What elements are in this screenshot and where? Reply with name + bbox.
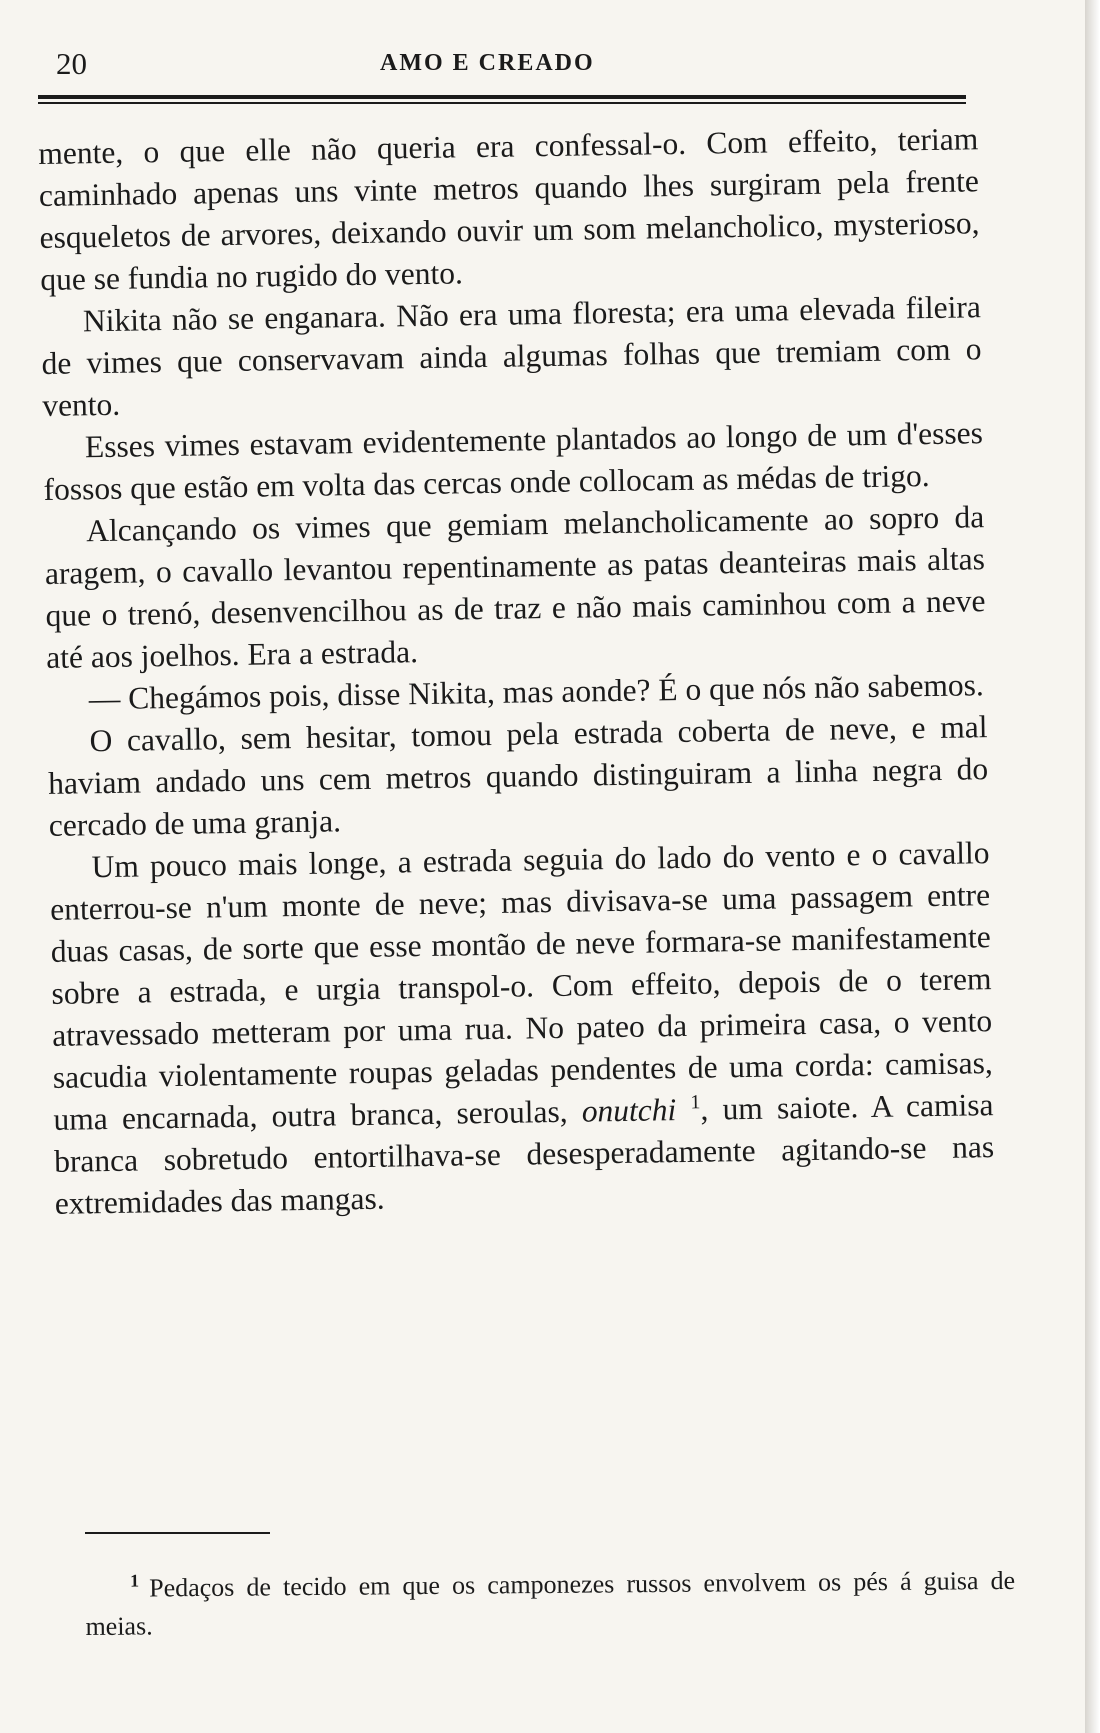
page-edge [1085,0,1100,1733]
page-number: 20 [56,46,87,81]
paragraph-5: — Chegámos pois, disse Nikita, mas aonde? É o que nós não sabemos. [88,667,985,717]
italic-word-onutchi: onutchi [581,1092,677,1129]
paragraph-7-text-after: , um saiote. A camisa branca sobretudo entortilhava-se desesperadamente agitando-se nas extremidades das mangas. [53,1087,995,1221]
body-text [38,118,995,1225]
paragraph-4: Alcançando os vimes que gemiam melancholicamente ao sopro da aragem, o cavallo levantou repentinamente as patas deanteiras mais altas que o trenó, desenvencilhou as de traz e não mais caminhou com a neve até aos joelhos. Era a estrada. [44,499,986,675]
header-rule-thick [38,95,966,99]
footnote-mark: 1 [130,1570,140,1591]
page-header [50,38,965,88]
paragraph-6: O cavallo, sem hesitar, tomou pela estrada coberta de neve, e mal haviam andado uns cem metros quando distinguiram a linha negra do cercado de uma granja. [47,709,989,843]
paragraph-7-text-before: Um pouco mais longe, a estrada seguia do lado do vento e o cavallo enterrou-se n'um monte de neve; mas divisava-se uma passagem entre duas casas, de sorte que esse montão de neve formara-se manifestamente sobre a estrada, e urgia transpol-o. Com effeito, depois de o terem atravessado metteram por uma rua. No pateo da primeira casa, o vento sacudia violentamente roupas geladas pendentes de uma corda: camisas, uma encarnada, outra branca, seroulas, [49,835,993,1137]
header-rule-thin [38,102,966,104]
footnote-text: Pedaços de tecido em que os camponezes russos envolvem os pés á guisa de meias. [85,1565,1016,1641]
paragraph-1: mente, o que elle não queria era confessal-o. Com effeito, teriam caminhado apenas uns vinte metros quando lhes surgiram pela frente esqueletos de arvores, deixando ouvir um som melancholico, mysterioso, que se fundia no rugido do vento. [38,121,980,297]
footnote-rule [85,1532,270,1534]
paragraph-2: Nikita não se enganara. Não era uma floresta; era uma elevada fileira de vimes que conservavam ainda algumas folhas que tremiam com o vento. [41,289,982,423]
paragraph-3: Esses vimes estavam evidentemente plantados ao longo de um d'esses fossos que estão em volta das cercas onde collocam as médas de trigo. [43,415,984,507]
footnote-reference: 1 [690,1091,701,1114]
running-title: AMO E CREADO [380,50,595,76]
footnote [85,1562,1016,1646]
paragraph-7 [49,832,995,1225]
